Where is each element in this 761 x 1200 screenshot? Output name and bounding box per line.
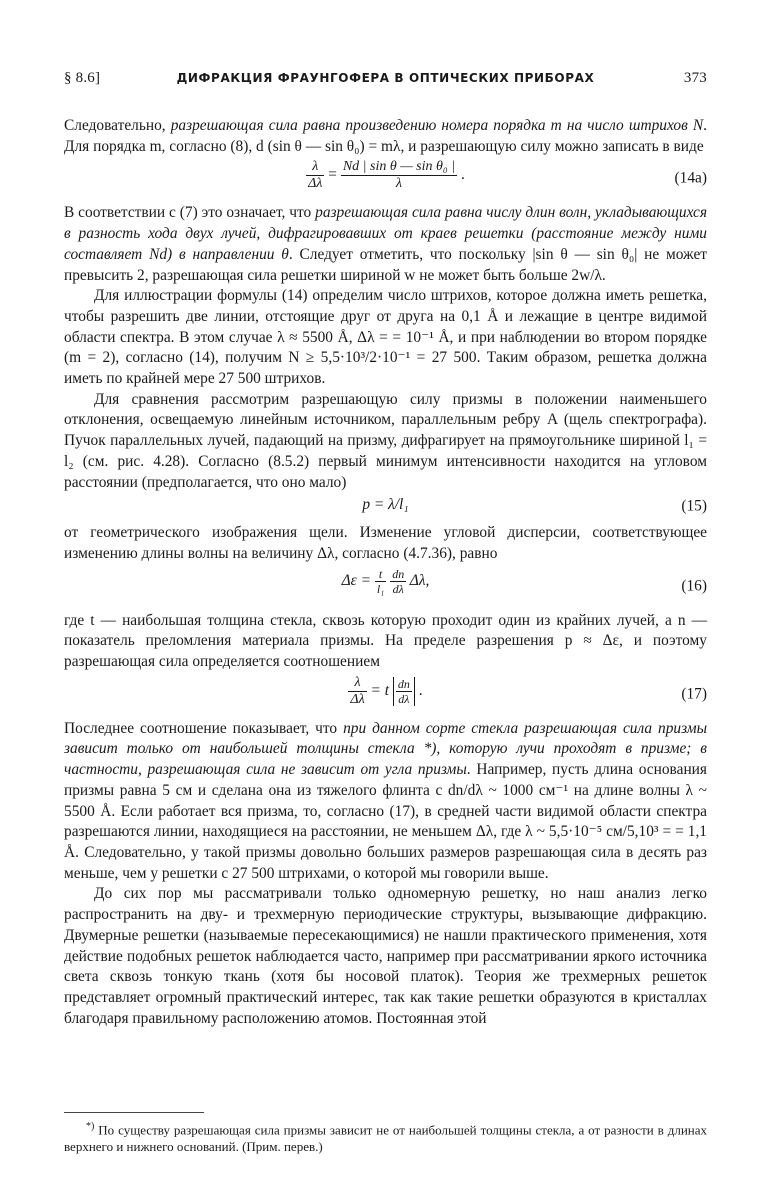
footnote xyxy=(64,1118,707,1155)
equation-mid: = t xyxy=(370,681,390,699)
paragraph-8: До сих пор мы рассматривали только одномерную решетку, но наш анализ легко распространить на дву- и трехмерную периодические структуры, вызывающие дифракцию. Двумерные решетки (называемые пересекающимися) не нашли практического применения, хотя действие подобных решеток наблюдается часто, например при рассматривании яркого источника света сквозь тонкую ткань (хотя бы носовой платок). Теория же трехмерных решеток представляет огромный практический интерес, так как такие решетки образуются в кристаллах благодаря правильному расположению атомов. Постоянная этой xyxy=(64,885,707,1027)
equation-lhs: Δε = xyxy=(341,571,371,589)
emphasis-text: разрешающая сила равна числу длин волн, укладывающихся в разность хода двух лучей, дифрагировавших от краев решетки (расстояние между ними составляет Nd) в направлении θ xyxy=(64,204,708,263)
equation-formula: $\frac{\lambda}{\Delta\lambda}$ = $\frac{\text{Nd | sin θ — sin θ₀ |}}{\lambda}$ . xyxy=(308,159,465,192)
paragraph-6: где t — наибольшая толщина стекла, сквозь которую проходит один из крайних лучей, а n — показатель преломления материала призмы. На пределе разрешения p ≈ Δε, и поэтому разрешающая сила определяется соотношением xyxy=(64,611,707,671)
paragraph-1 xyxy=(64,116,707,157)
frac-numerator: dn xyxy=(397,676,410,691)
equation-formula: p = λ/l₁ xyxy=(362,496,409,514)
paragraph-3: Для иллюстрации формулы (14) определим число штрихов, которое должна иметь решетка, чтобы разрешить две линии, отстоящие друг от друга на 0,1 Å и лежащие в центре видимой области спектра. В этом случае λ ≈ 5500 Å, Δλ = = 10⁻¹ Å, и при наблюдении во втором порядке (m = 2), согласно (14), получим N ≥ 5,5·10³/2·10⁻¹ = 27 500. Таким образом, решетка должна иметь по крайней мере 27 500 штрихов. xyxy=(64,287,707,388)
frac-denominator: Δλ xyxy=(308,176,323,192)
equation-label: (14a) xyxy=(674,170,707,188)
frac-denominator: λ xyxy=(395,176,402,192)
equation-formula xyxy=(64,567,707,596)
page-number: 373 xyxy=(683,70,707,86)
footnote-divider xyxy=(64,1112,204,1113)
equation-16 xyxy=(64,567,707,607)
paragraph-5: от геометрического изображения щели. Изменение угловой дисперсии, соответствующее изменению длины волны на величину Δλ, согласно (4.7.36), равно xyxy=(64,524,707,562)
text-run: В соответствии с (7) это означает, что xyxy=(64,204,316,222)
equation-14a xyxy=(64,159,707,199)
equation-label: (15) xyxy=(681,497,707,515)
frac-numerator: λ xyxy=(348,675,366,692)
frac-denominator: Δλ xyxy=(350,691,365,707)
equation-15 xyxy=(64,495,707,519)
frac-denominator: dλ xyxy=(392,581,404,596)
frac-numerator: dn xyxy=(392,566,405,581)
text-run: Следовательно, xyxy=(64,117,171,134)
frac-numerator: λ xyxy=(306,159,324,176)
footnote-mark: *) xyxy=(86,1121,95,1132)
frac-numerator: t xyxy=(375,567,387,582)
paragraph-4: Для сравнения рассмотрим разрешающую силу призмы в положении наименьшего отклонения, освещаемую линейным источником, параллельным ребру A (щель спектрографа). Пучок параллельных лучей, падающий на призму, дифрагирует на прямоугольнике шириной l₁ = l₂ (см. рис. 4.28). Согласно (8.5.2) первый минимум интенсивности находится на угловом расстоянии (предполагается, что оно мало) xyxy=(64,390,707,491)
main-text xyxy=(64,116,707,1029)
emphasis-text: при данном сорте стекла разрешающая сила призмы зависит только от наибольшей толщины стекла *), которую лучи проходят в призме; в частности, разрешающая сила не зависит от угла призмы xyxy=(64,719,707,779)
text-run: . Следует отметить, что поскольку |sin θ — sin θ₀| не может превысить 2, разрешающая сила решетки шириной w не может быть больше 2w/λ. xyxy=(64,245,707,284)
running-head xyxy=(64,70,707,92)
section-number: § 8.6] xyxy=(64,70,101,86)
equation-label: (16) xyxy=(681,577,707,595)
equation-formula: $\frac{\lambda}{\Delta\lambda}$ = t $\frac{dn}{d\lambda}$ . xyxy=(350,674,423,707)
text-run: Последнее соотношение показывает, что xyxy=(64,719,344,737)
footnote-text: По существу разрешающая сила призмы зависит не от наибольшей толщины стекла, а от разности в длинах верхнего и нижнего оснований. (Прим. перев.) xyxy=(64,1122,707,1155)
frac-denominator: dλ xyxy=(398,691,410,706)
emphasis-text: разрешающая сила равна произведению номера порядка m на число штрихов N xyxy=(170,117,704,134)
equation-17 xyxy=(64,675,707,715)
frac-denominator: l₁ xyxy=(376,581,385,596)
chapter-title: ДИФРАКЦИЯ ФРАУНГОФЕРА В ОПТИЧЕСКИХ ПРИБОРАХ xyxy=(176,71,595,85)
paragraph-7 xyxy=(64,719,707,885)
equation-label: (17) xyxy=(681,685,707,703)
frac-numerator: Nd | sin θ — sin θ₀ | xyxy=(342,159,456,175)
text-run: . Для порядка m, согласно (8), d (sin θ — sin θ₀) = mλ, и разрешающую силу можно записать в виде xyxy=(64,117,707,155)
text-run: . Например, пусть длина основания призмы равна 5 см и сделана она из тяжелого флинта с dn/dλ ~ 1000 см⁻¹ на длине волны λ ~ 5500 Å. Если работает вся призма, то, согласно (17), в средней части видимой области спектра разрешаются линии, находящиеся на расстоянии, не меньшем Δλ, где λ ~ 5,5·10⁻⁵ см/5,10³ = = 1,1 Å. Следовательно, у такой призмы довольно больших размеров разрешающая сила в десять раз меньше, чем у решетки с 27 500 штрихами, о которой мы говорили выше. xyxy=(64,761,707,882)
equation-tail: Δλ, xyxy=(409,571,430,589)
paragraph-2 xyxy=(64,203,707,286)
